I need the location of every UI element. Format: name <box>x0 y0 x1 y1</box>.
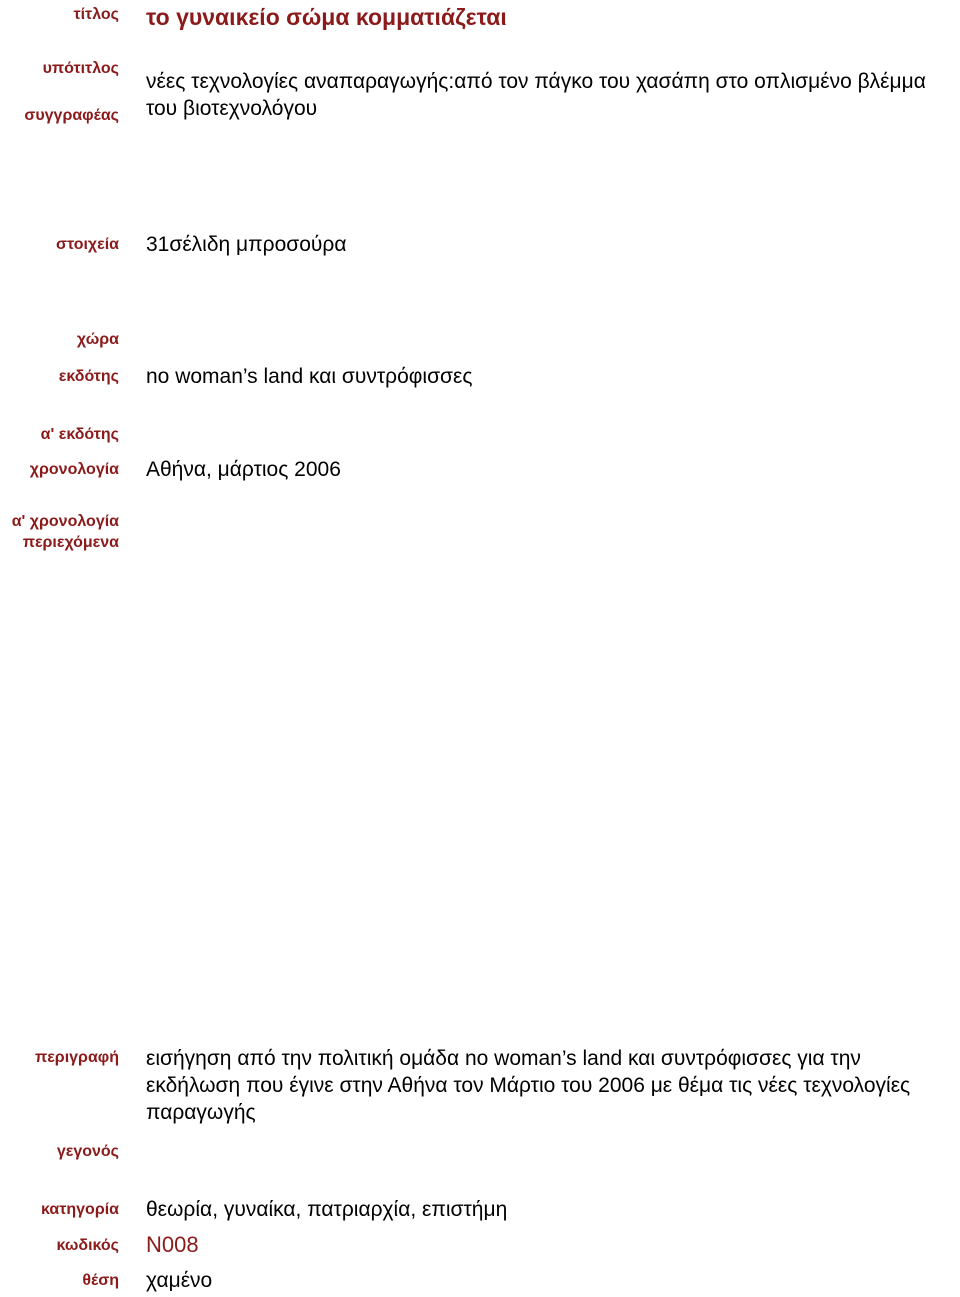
label-first-date: α' χρονολογία <box>11 513 119 530</box>
document-subtitle: νέες τεχνολογίες αναπαραγωγής:από τον πάγκο του χασάπη στο οπλισμένο βλέμμα του βιοτεχνολόγου <box>146 70 926 120</box>
document-date: Αθήνα, μάρτιος 2006 <box>146 458 341 481</box>
document-code: Ν008 <box>146 1232 199 1257</box>
document-publisher: no woman’s land και συντρόφισσες <box>146 365 473 388</box>
label-code: κωδικός <box>56 1237 119 1254</box>
label-details: στοιχεία <box>56 236 119 253</box>
label-first-publisher: α' εκδότης <box>40 426 119 443</box>
document-title: το γυναικείο σώμα κομματιάζεται <box>146 4 507 30</box>
label-contents: περιεχόμενα <box>22 534 119 551</box>
label-publisher: εκδότης <box>58 368 119 385</box>
label-date: χρονολογία <box>29 461 119 478</box>
label-category: κατηγορία <box>41 1201 119 1218</box>
document-location: χαμένο <box>146 1269 213 1292</box>
document-details: 31σέλιδη μπροσούρα <box>146 233 347 256</box>
document-category: θεωρία, γυναίκα, πατριαρχία, επιστήμη <box>146 1198 508 1221</box>
label-author: συγγραφέας <box>24 107 119 124</box>
label-title: τίτλος <box>73 6 119 23</box>
label-subtitle: υπότιτλος <box>42 60 119 77</box>
document-description: εισήγηση από την πολιτική ομάδα no woman’s land και συντρόφισσες για την εκδήλωση που έγινε στην Αθήνα τον Μάρτιο του 2006 με θέμα τις νέες τεχνολογίες παραγωγής <box>146 1047 911 1124</box>
label-description: περιγραφή <box>34 1049 119 1066</box>
label-event: γεγονός <box>56 1143 119 1160</box>
label-location: θέση <box>82 1272 119 1289</box>
label-country: χώρα <box>76 331 119 348</box>
